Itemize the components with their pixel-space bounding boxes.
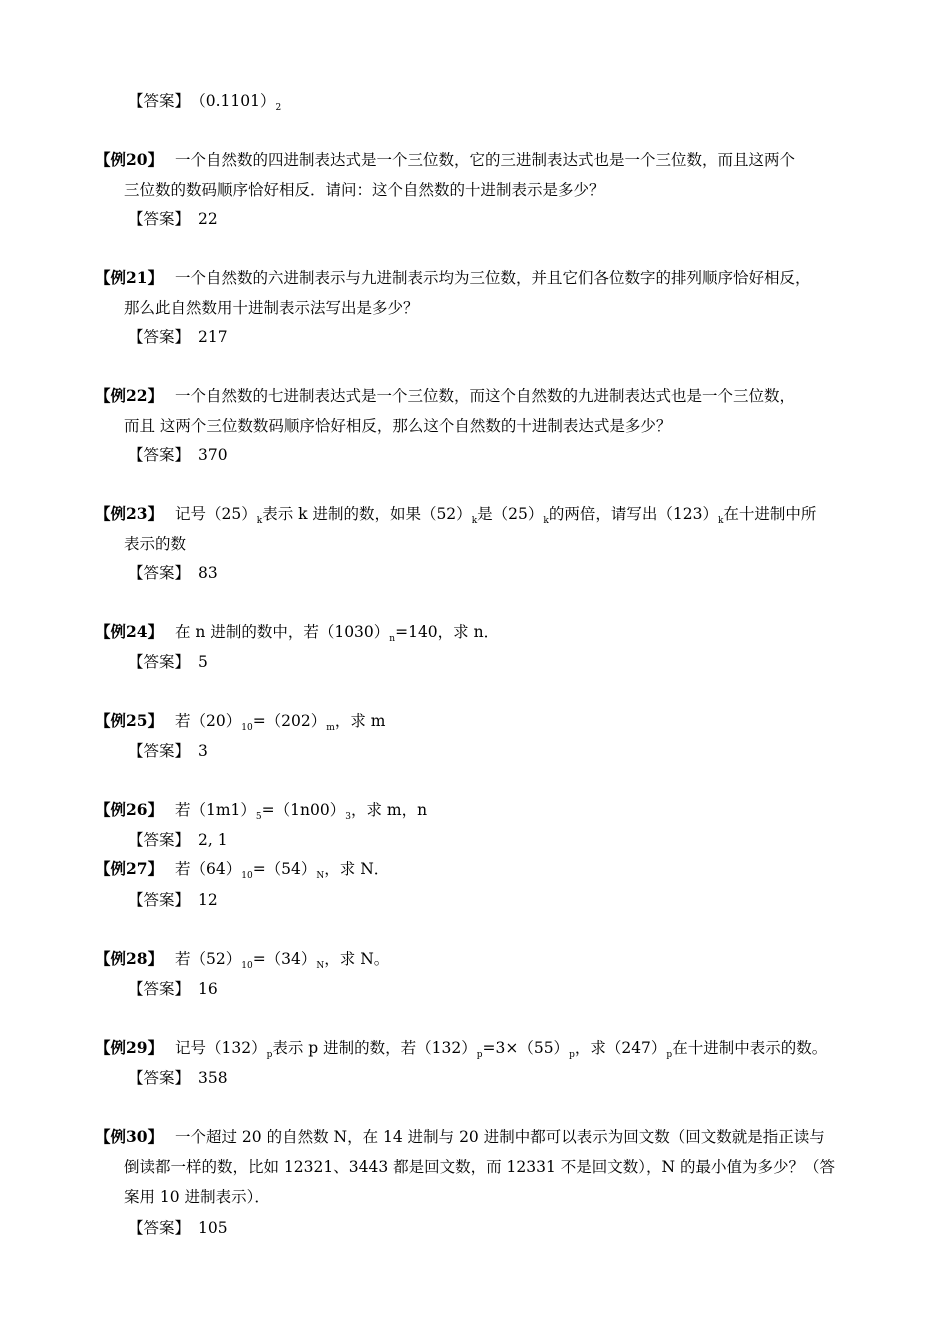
example-label: 【例23】 bbox=[95, 504, 164, 523]
example-21-heading bbox=[95, 268, 811, 288]
example-label: 【例28】 bbox=[95, 949, 164, 968]
example-27-heading bbox=[95, 859, 389, 879]
example-label: 【例24】 bbox=[95, 622, 164, 641]
example-27-answer: 【答案】 12 bbox=[128, 891, 218, 909]
example-text: 一个自然数的七进制表达式是一个三位数，而这个自然数的九进制表达式也是一个三位数， bbox=[175, 387, 796, 405]
example-30-answer: 【答案】 105 bbox=[128, 1219, 228, 1237]
example-30-heading bbox=[95, 1127, 825, 1147]
example-label: 【例25】 bbox=[95, 711, 164, 730]
example-28-heading bbox=[95, 949, 389, 969]
example-text: 一个自然数的六进制表示与九进制表示均为三位数，并且它们各位数字的排列顺序恰好相反， bbox=[175, 269, 811, 287]
example-text: 若$(20)_{10}=(202)_m$，求 m bbox=[175, 712, 386, 733]
example-text: 一个超过 20 的自然数 N，在 14 进制与 20 进制中都可以表示为回文数（回文数就是指正读与 bbox=[175, 1128, 825, 1146]
answer-line bbox=[128, 91, 281, 111]
example-label: 【例22】 bbox=[95, 386, 164, 405]
example-22-answer: 【答案】 370 bbox=[128, 446, 228, 464]
example-21-answer: 【答案】 217 bbox=[128, 328, 228, 346]
example-label: 【例21】 bbox=[95, 268, 164, 287]
example-text: 若$(64)_{10}=(54)_N$，求 N． bbox=[175, 860, 390, 881]
example-20-heading bbox=[95, 150, 795, 170]
example-25-heading bbox=[95, 711, 385, 731]
example-text: 若$(52)_{10}=(34)_N$，求 N。 bbox=[175, 950, 390, 971]
example-label: 【例26】 bbox=[95, 800, 164, 819]
example-21-continuation: 那么此自然数用十进制表示法写出是多少？ bbox=[124, 299, 419, 317]
example-23-continuation: 表示的数 bbox=[124, 535, 187, 553]
example-20-answer: 【答案】 22 bbox=[128, 210, 218, 228]
example-23-answer: 【答案】 83 bbox=[128, 564, 218, 582]
example-text: 若$(1m1)_5=(1n00)_3$，求 m，n bbox=[175, 801, 428, 822]
example-text: 记号$(132)_p$表示 p 进制的数，若$(132)_p=3\times(55)_p$，求$(247)_p$在十进制中表示的数。 bbox=[175, 1039, 828, 1060]
example-22-continuation: 而且 这两个三位数数码顺序恰好相反，那么这个自然数的十进制表达式是多少？ bbox=[124, 417, 672, 435]
example-label: 【例20】 bbox=[95, 150, 164, 169]
example-23-heading bbox=[95, 504, 816, 524]
example-22-heading bbox=[95, 386, 795, 406]
example-label: 【例27】 bbox=[95, 859, 164, 878]
example-30-continuation: 倒读都一样的数，比如 12321、3443 都是回文数，而 12331 不是回文数），N 的最小值为多少？（答 bbox=[124, 1158, 836, 1176]
example-29-heading bbox=[95, 1038, 827, 1058]
example-text: 在 n 进制的数中，若$(1030)_n=140$，求 n． bbox=[175, 623, 500, 644]
example-label: 【例29】 bbox=[95, 1038, 164, 1057]
example-24-heading bbox=[95, 622, 499, 642]
example-24-answer: 【答案】 5 bbox=[128, 653, 208, 671]
example-text: 一个自然数的四进制表达式是一个三位数，它的三进制表达式也是一个三位数，而且这两个 bbox=[175, 151, 796, 169]
example-30-continuation: 案用 10 进制表示）． bbox=[124, 1188, 270, 1206]
example-label: 【例30】 bbox=[95, 1127, 164, 1146]
example-28-answer: 【答案】 16 bbox=[128, 980, 218, 998]
example-20-continuation: 三位数的数码顺序恰好相反．请问：这个自然数的十进制表示是多少？ bbox=[124, 181, 605, 199]
example-26-answer: 【答案】 2, 1 bbox=[128, 831, 228, 849]
answer-value: $(0.1101)_2$ bbox=[198, 92, 282, 113]
example-26-heading bbox=[95, 800, 427, 820]
example-29-answer: 【答案】 358 bbox=[128, 1069, 228, 1087]
example-25-answer: 【答案】 3 bbox=[128, 742, 208, 760]
example-text: 记号$(25)_k$表示 k 进制的数，如果$(52)_k$是$(25)_k$的两倍，请写出$(123)_k$在十进制中所 bbox=[175, 505, 817, 526]
answer-label: 【答案】 bbox=[128, 92, 191, 110]
